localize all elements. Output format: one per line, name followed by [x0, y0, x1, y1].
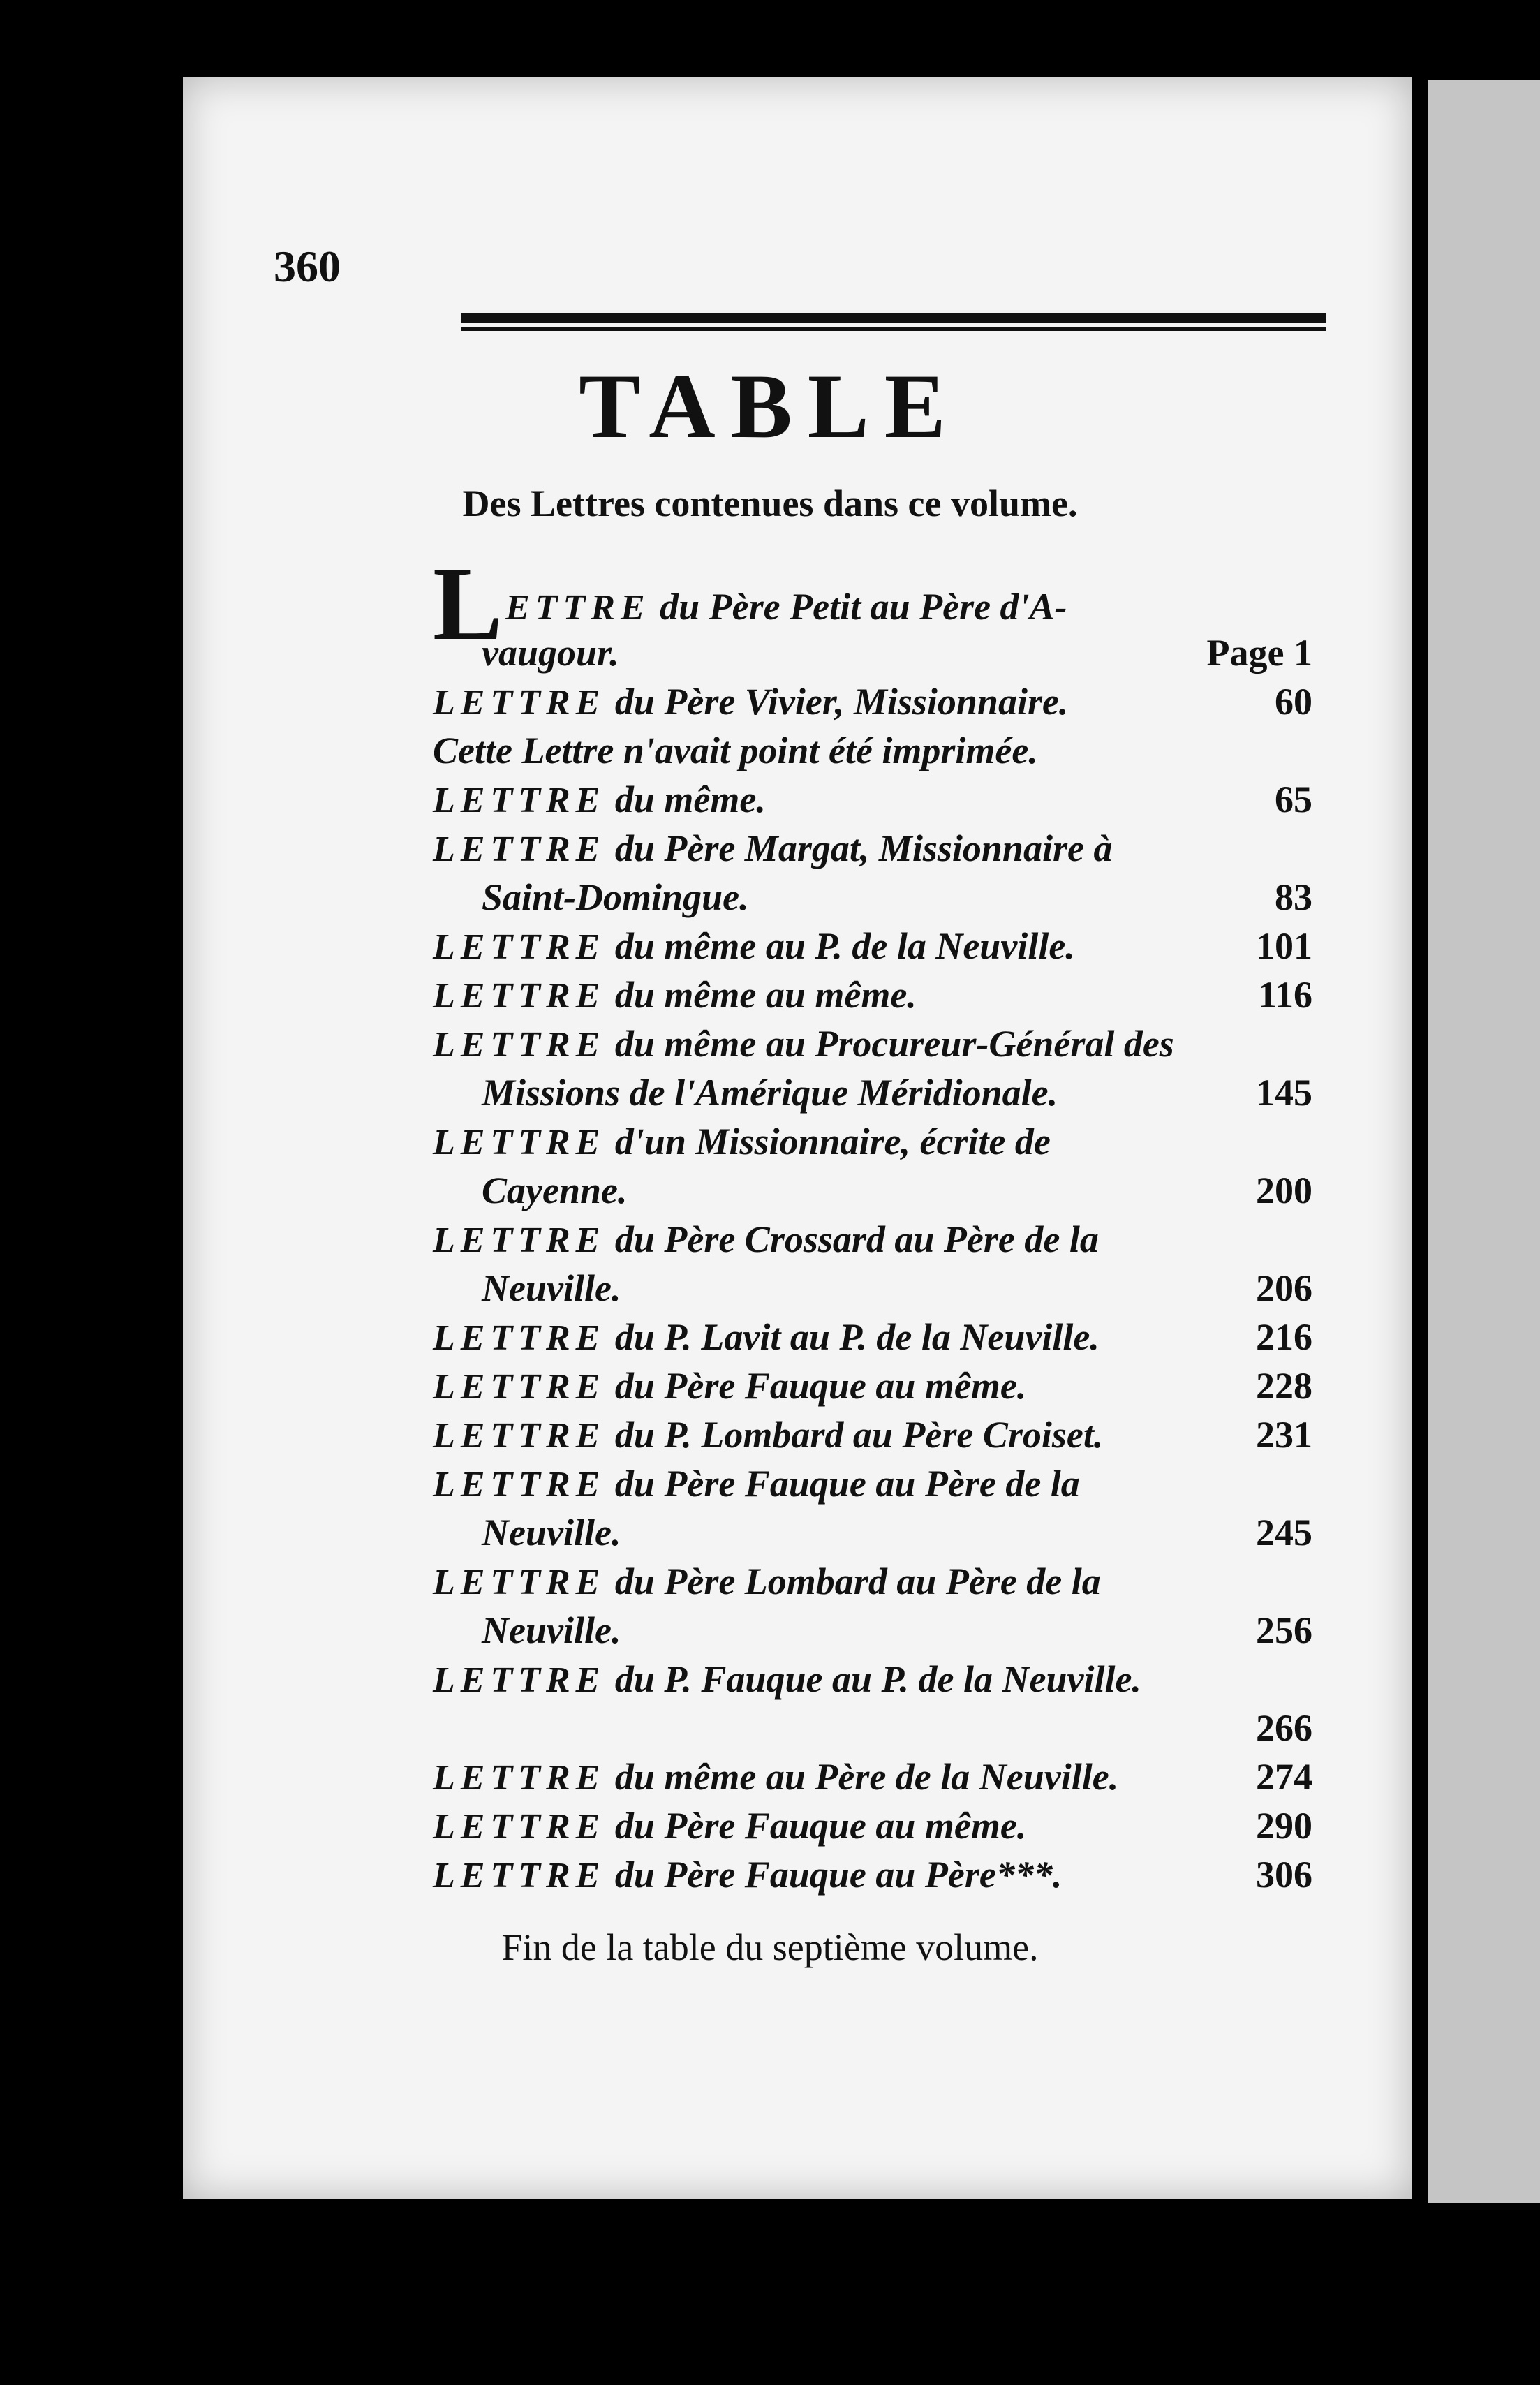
rule-thin: [461, 327, 1326, 331]
entry-text: du Père Fauque au même.: [614, 1365, 1027, 1407]
page-reference: 228: [1256, 1365, 1312, 1407]
page-reference: 65: [1275, 778, 1312, 820]
entry-text: du Père Crossard au Père de la: [614, 1218, 1099, 1260]
entry-text: du P. Lavit au P. de la Neuville.: [614, 1316, 1100, 1358]
rule-thick: [461, 313, 1326, 323]
lettre-label: ETTRE: [505, 588, 651, 628]
lettre-label: LETTRE: [433, 1416, 606, 1456]
toc-line: [433, 1019, 1312, 1068]
entry-text: du Père Lombard au Père de la: [614, 1560, 1101, 1602]
page-reference: 245: [1256, 1512, 1312, 1553]
entry-text: du Père Fauque au Père***.: [614, 1854, 1063, 1896]
toc-line: [433, 628, 1312, 677]
lettre-label: LETTRE: [433, 927, 606, 967]
entry-text: Missions de l'Amérique Méridionale.: [482, 1072, 1058, 1114]
lettre-label: LETTRE: [433, 683, 606, 723]
toc-line: [433, 1313, 1312, 1361]
toc-line: [433, 1655, 1312, 1704]
toc-line: [433, 726, 1312, 775]
page-reference: 101: [1256, 925, 1312, 967]
page-reference: 200: [1256, 1169, 1312, 1211]
entry-text: du Père Petit au Père d'A-: [660, 586, 1067, 628]
lettre-label: LETTRE: [433, 1856, 606, 1896]
lettre-label: LETTRE: [433, 1807, 606, 1847]
closing-line: Fin de la table du septième volume.: [501, 1926, 1039, 1968]
lettre-label: LETTRE: [433, 1465, 606, 1505]
entry-text: du Père Fauque au même.: [614, 1805, 1027, 1847]
page-title: TABLE: [579, 355, 961, 457]
entry-text: du même au même.: [614, 974, 917, 1016]
toc-line: [433, 1606, 1312, 1655]
toc-line: [433, 1166, 1312, 1215]
entry-text: du même.: [614, 778, 766, 820]
toc-line: [433, 677, 1312, 726]
toc-line: [433, 1801, 1312, 1850]
entry-text: du même au Père de la Neuville.: [614, 1756, 1119, 1798]
toc-line: [433, 873, 1312, 922]
lettre-label: LETTRE: [433, 976, 606, 1016]
page-reference: 145: [1256, 1072, 1312, 1114]
page-reference: 116: [1257, 974, 1312, 1016]
lettre-label: LETTRE: [433, 1318, 606, 1358]
lettre-label: LETTRE: [433, 1660, 606, 1700]
entry-text: du même au P. de la Neuville.: [614, 925, 1075, 967]
page-reference: 60: [1275, 681, 1312, 723]
toc-line: [433, 1410, 1312, 1459]
lettre-label: LETTRE: [433, 781, 606, 820]
lettre-label: LETTRE: [433, 1025, 606, 1065]
page-reference: 83: [1275, 876, 1312, 918]
page-reference: 231: [1256, 1414, 1312, 1456]
toc-line: [433, 970, 1312, 1019]
entry-text: d'un Missionnaire, écrite de: [614, 1121, 1051, 1162]
lettre-label: LETTRE: [433, 829, 606, 869]
entry-text: vaugour.: [482, 632, 619, 674]
entry-text: du P. Lombard au Père Croiset.: [614, 1414, 1104, 1456]
drop-cap: L: [433, 546, 503, 662]
toc-line: [433, 1264, 1312, 1313]
page-reference: 206: [1256, 1267, 1312, 1309]
page-reference: Page 1: [1206, 632, 1312, 674]
entry-text: Cayenne.: [482, 1169, 628, 1211]
page-subtitle: Des Lettres contenues dans ce volume.: [462, 482, 1078, 524]
entry-text: du même au Procureur-Général des: [614, 1023, 1174, 1065]
toc-line: [433, 1459, 1312, 1508]
toc-line: [433, 1704, 1312, 1752]
lettre-label: LETTRE: [433, 1367, 606, 1407]
entry-text: du Père Margat, Missionnaire à: [614, 827, 1113, 869]
toc-line: [433, 824, 1312, 873]
page-reference: 290: [1256, 1805, 1312, 1847]
toc-line: [433, 1752, 1312, 1801]
page-reference: 216: [1256, 1316, 1312, 1358]
lettre-label: LETTRE: [433, 1758, 606, 1798]
toc-line: [433, 1117, 1312, 1166]
page-number: 360: [274, 242, 341, 291]
lettre-label: LETTRE: [433, 1123, 606, 1162]
toc-line: [433, 1361, 1312, 1410]
toc-line: [433, 1508, 1312, 1557]
header-rule: [461, 313, 1326, 334]
toc-line: [433, 1215, 1312, 1264]
page-reference: 266: [1256, 1707, 1312, 1749]
lettre-label: LETTRE: [433, 1220, 606, 1260]
entry-text: Neuville.: [482, 1609, 621, 1651]
toc-line: [433, 775, 1312, 824]
entry-text: du P. Fauque au P. de la Neuville.: [614, 1658, 1141, 1700]
entry-text: Cette Lettre n'avait point été imprimée.: [433, 730, 1038, 771]
toc-line: [433, 1557, 1312, 1606]
entry-text: du Père Fauque au Père de la: [614, 1463, 1080, 1505]
toc-line: [433, 1068, 1312, 1117]
lettre-label: LETTRE: [433, 1563, 606, 1602]
entry-text: Neuville.: [482, 1267, 621, 1309]
toc-line: [433, 922, 1312, 970]
entry-text: du Père Vivier, Missionnaire.: [614, 681, 1069, 723]
entry-text: Neuville.: [482, 1512, 621, 1553]
table-of-contents: [433, 546, 1312, 1899]
entry-text: Saint-Domingue.: [482, 876, 749, 918]
toc-line: [433, 1850, 1312, 1899]
page-reference: 256: [1256, 1609, 1312, 1651]
page-reference: 274: [1256, 1756, 1312, 1798]
page-reference: 306: [1256, 1854, 1312, 1896]
